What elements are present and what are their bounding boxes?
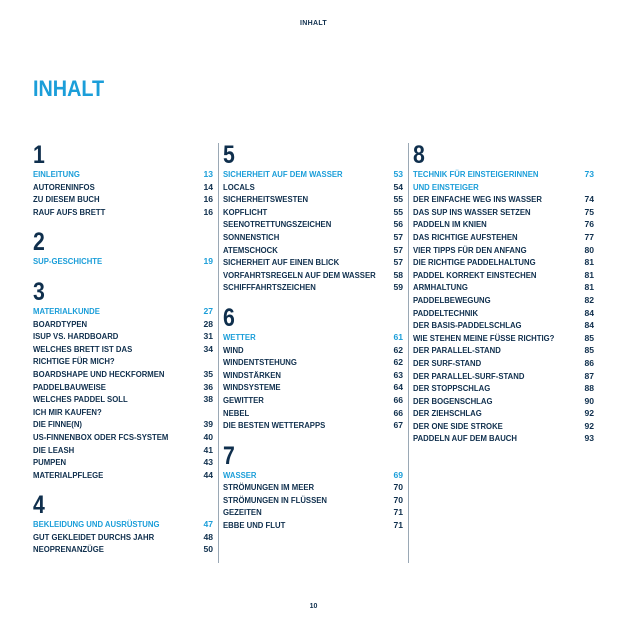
entry-title: WINDENTSTEHUNG xyxy=(223,357,297,368)
entry-title: DER BASIS-PADDELSCHLAG xyxy=(413,320,522,331)
toc-entry[interactable] xyxy=(223,494,403,507)
entry-page-number: 58 xyxy=(393,269,403,280)
entry-title: TECHNIK FÜR EINSTEIGERINNEN xyxy=(413,169,539,179)
toc-entry[interactable] xyxy=(33,343,213,356)
entry-title: BOARDSHAPE UND HECKFORMEN xyxy=(33,368,165,379)
entry-title: RICHTIGE FÜR MICH? xyxy=(33,356,115,367)
entry-title: WIE STEHEN MEINE FÜSSE RICHTIG? xyxy=(413,332,555,343)
toc-entry[interactable] xyxy=(413,319,594,332)
chapter-number: 3 xyxy=(33,277,45,306)
chapter-section xyxy=(223,303,403,432)
toc-entry[interactable] xyxy=(413,294,594,307)
entry-page-number: 82 xyxy=(584,294,594,305)
entry-title: ZU DIESEM BUCH xyxy=(33,194,100,205)
toc-entry[interactable] xyxy=(33,406,213,419)
chapter-entries xyxy=(223,331,403,432)
entry-title: WASSER xyxy=(223,469,257,480)
entry-title: LOCALS xyxy=(223,181,255,192)
chapter-title-entry[interactable] xyxy=(33,305,213,318)
chapter-section xyxy=(33,143,213,218)
entry-page-number: 40 xyxy=(203,431,213,442)
toc-entry[interactable] xyxy=(413,307,594,320)
entry-title: DAS RICHTIGE AUFSTEHEN xyxy=(413,231,518,242)
entry-title: PADDELN AUF DEM BAUCH xyxy=(413,433,517,444)
entry-page-number: 69 xyxy=(393,469,403,480)
entry-title: PADDELBEWEGUNG xyxy=(413,294,491,305)
entry-page-number: 50 xyxy=(203,544,213,555)
toc-entry[interactable] xyxy=(33,368,213,381)
entry-page-number: 64 xyxy=(393,382,403,393)
entry-title: UND EINSTEIGER xyxy=(413,181,479,192)
entry-page-number: 34 xyxy=(203,343,213,354)
toc-entry[interactable] xyxy=(33,444,213,457)
toc-entry[interactable] xyxy=(413,395,594,408)
chapter-number: 8 xyxy=(413,141,425,169)
entry-page-number: 73 xyxy=(584,169,594,179)
chapter-number: 4 xyxy=(33,491,45,520)
toc-entry[interactable] xyxy=(413,218,594,231)
entry-title: DER ONE SIDE STROKE xyxy=(413,420,503,431)
chapter-entries xyxy=(33,168,213,218)
chapter-entries xyxy=(33,518,213,556)
entry-title: STRÖMUNGEN IM MEER xyxy=(223,482,315,493)
chapter-entries xyxy=(413,168,594,445)
toc-entry[interactable] xyxy=(413,256,594,269)
entry-title: RAUF AUFS BRETT xyxy=(33,206,106,217)
chapter-title-entry[interactable] xyxy=(33,168,213,181)
toc-entry[interactable] xyxy=(223,506,403,519)
toc-entry[interactable] xyxy=(413,420,594,433)
entry-page-number: 55 xyxy=(393,194,403,205)
entry-title: NEOPRENANZÜGE xyxy=(33,544,104,555)
chapter-entries xyxy=(33,305,213,481)
entry-page-number: 48 xyxy=(203,531,213,542)
chapter-number: 6 xyxy=(223,303,235,332)
entry-title: BEKLEIDUNG UND AUSRÜSTUNG xyxy=(33,519,160,530)
entry-title: PADDELBAUWEISE xyxy=(33,381,106,392)
entry-page-number: 85 xyxy=(584,345,594,356)
toc-entry[interactable] xyxy=(413,206,594,219)
entry-page-number: 66 xyxy=(393,394,403,405)
entry-title: DIE RICHTIGE PADDELHALTUNG xyxy=(413,257,536,268)
entry-page-number: 92 xyxy=(584,408,594,419)
chapter-entries xyxy=(223,168,403,294)
entry-title: ATEMSCHOCK xyxy=(223,244,278,255)
entry-page-number: 92 xyxy=(584,420,594,431)
entry-title: VORFAHRTSREGELN AUF DEM WASSER xyxy=(223,269,376,280)
toc-entry[interactable] xyxy=(413,357,594,370)
entry-page-number: 70 xyxy=(393,494,403,505)
entry-title: NEBEL xyxy=(223,407,250,418)
entry-page-number: 93 xyxy=(584,433,594,444)
chapter-section xyxy=(223,441,403,532)
chapter-title-entry[interactable] xyxy=(223,469,403,482)
entry-page-number: 71 xyxy=(393,507,403,518)
entry-page-number: 81 xyxy=(584,257,594,268)
entry-page-number: 36 xyxy=(203,381,213,392)
entry-title: WINDSTÄRKEN xyxy=(223,369,282,380)
entry-page-number: 67 xyxy=(393,420,403,431)
toc-column-3 xyxy=(413,143,594,445)
entry-title: KOPFLICHT xyxy=(223,206,268,217)
toc-entry[interactable] xyxy=(33,193,213,206)
toc-entry[interactable] xyxy=(223,369,403,382)
entry-page-number: 28 xyxy=(203,318,213,329)
entry-title: SEENOTRETTUNGSZEICHEN xyxy=(223,219,332,230)
entry-title: DIE FINNE(N) xyxy=(33,419,82,430)
entry-title: BOARDTYPEN xyxy=(33,318,88,329)
toc-entry[interactable] xyxy=(33,393,213,406)
column-divider xyxy=(408,143,409,563)
toc-entry[interactable] xyxy=(223,381,403,394)
entry-title: DAS SUP INS WASSER SETZEN xyxy=(413,206,531,217)
entry-page-number: 57 xyxy=(393,257,403,268)
entry-title: SCHIFFFAHRTSZEICHEN xyxy=(223,282,316,293)
toc-entry[interactable] xyxy=(413,231,594,244)
entry-title: DIE LEASH xyxy=(33,444,75,455)
toc-entry[interactable] xyxy=(223,244,403,257)
entry-page-number: 38 xyxy=(203,394,213,405)
chapter-title-entry[interactable] xyxy=(413,181,594,194)
toc-entry[interactable] xyxy=(223,394,403,407)
chapter-title-entry[interactable] xyxy=(223,168,403,181)
chapter-number: 7 xyxy=(223,441,235,470)
toc-entry[interactable] xyxy=(413,269,594,282)
entry-page-number: 14 xyxy=(203,181,213,192)
entry-title: PADDELTECHNIK xyxy=(413,307,479,318)
entry-page-number: 71 xyxy=(393,520,403,531)
entry-title: GEZEITEN xyxy=(223,507,262,518)
entry-title: VIER TIPPS FÜR DEN ANFANG xyxy=(413,244,527,255)
chapter-number: 5 xyxy=(223,141,235,169)
entry-page-number: 54 xyxy=(393,181,403,192)
entry-page-number: 87 xyxy=(584,370,594,381)
chapter-title-entry[interactable] xyxy=(33,518,213,531)
entry-title: DER ZIEHSCHLAG xyxy=(413,408,482,419)
entry-title: WELCHES PADDEL SOLL xyxy=(33,394,128,405)
entry-page-number: 47 xyxy=(203,519,213,530)
toc-entry[interactable] xyxy=(223,519,403,532)
entry-page-number: 84 xyxy=(584,307,594,318)
entry-title: DER STOPPSCHLAG xyxy=(413,383,491,394)
toc-entry[interactable] xyxy=(33,318,213,331)
entry-page-number: 84 xyxy=(584,320,594,331)
entry-title: ARMHALTUNG xyxy=(413,282,468,293)
toc-entry[interactable] xyxy=(223,281,403,294)
toc-entry[interactable] xyxy=(413,281,594,294)
toc-entry[interactable] xyxy=(33,431,213,444)
entry-page-number: 57 xyxy=(393,231,403,242)
entry-page-number: 56 xyxy=(393,219,403,230)
entry-page-number: 80 xyxy=(584,244,594,255)
toc-entry[interactable] xyxy=(413,407,594,420)
entry-page-number: 13 xyxy=(203,169,213,179)
toc-entry[interactable] xyxy=(413,344,594,357)
toc-entry[interactable] xyxy=(223,481,403,494)
entry-title: DIE BESTEN WETTERAPPS xyxy=(223,420,326,431)
entry-page-number: 35 xyxy=(203,368,213,379)
chapter-title-entry[interactable] xyxy=(223,331,403,344)
entry-title: PUMPEN xyxy=(33,457,67,468)
toc-entry[interactable] xyxy=(413,382,594,395)
entry-page-number: 16 xyxy=(203,206,213,217)
entry-title: MATERIALKUNDE xyxy=(33,305,100,316)
entry-title: MATERIALPFLEGE xyxy=(33,469,104,480)
toc-entry[interactable] xyxy=(223,181,403,194)
column-divider xyxy=(218,143,219,563)
chapter-number: 1 xyxy=(33,141,45,169)
entry-title: WINDSYSTEME xyxy=(223,382,281,393)
entry-page-number: 81 xyxy=(584,282,594,293)
toc-column-1 xyxy=(33,143,213,556)
toc-entry[interactable] xyxy=(33,355,213,368)
toc-entry[interactable] xyxy=(413,432,594,445)
toc-entry[interactable] xyxy=(223,407,403,420)
toc-entry[interactable] xyxy=(33,181,213,194)
toc-entry[interactable] xyxy=(33,531,213,544)
page-title: INHALT xyxy=(33,76,105,101)
entry-title: US-FINNENBOX ODER FCS-SYSTEM xyxy=(33,431,169,442)
toc-entry[interactable] xyxy=(33,469,213,482)
toc-entry[interactable] xyxy=(223,206,403,219)
entry-page-number: 61 xyxy=(393,331,403,342)
entry-page-number: 74 xyxy=(584,194,594,205)
entry-page-number: 85 xyxy=(584,332,594,343)
toc-entry[interactable] xyxy=(413,244,594,257)
entry-page-number: 77 xyxy=(584,231,594,242)
entry-page-number: 31 xyxy=(203,331,213,342)
entry-title: DER PARALLEL-STAND xyxy=(413,345,501,356)
toc-entry[interactable] xyxy=(223,269,403,282)
chapter-number: 2 xyxy=(33,228,45,257)
entry-title: PADDELN IM KNIEN xyxy=(413,219,487,230)
chapter-section xyxy=(413,143,594,445)
entry-title: EBBE UND FLUT xyxy=(223,520,286,531)
entry-page-number: 88 xyxy=(584,383,594,394)
toc-entry[interactable] xyxy=(223,231,403,244)
toc-entry[interactable] xyxy=(33,456,213,469)
entry-page-number: 39 xyxy=(203,419,213,430)
entry-title: SUP-GESCHICHTE xyxy=(33,256,103,267)
entry-title: ISUP VS. HARDBOARD xyxy=(33,331,119,342)
entry-page-number: 55 xyxy=(393,206,403,217)
toc-entry[interactable] xyxy=(413,332,594,345)
toc-entry[interactable] xyxy=(33,330,213,343)
entry-page-number: 43 xyxy=(203,457,213,468)
entry-page-number: 41 xyxy=(203,444,213,455)
entry-page-number: 90 xyxy=(584,395,594,406)
toc-entry[interactable] xyxy=(33,543,213,556)
entry-page-number: 53 xyxy=(393,169,403,179)
entry-page-number: 66 xyxy=(393,407,403,418)
entry-page-number: 19 xyxy=(203,256,213,267)
entry-page-number: 16 xyxy=(203,194,213,205)
entry-title: PADDEL KORREKT EINSTECHEN xyxy=(413,269,537,280)
toc-entry[interactable] xyxy=(223,256,403,269)
entry-page-number: 27 xyxy=(203,305,213,316)
entry-page-number: 63 xyxy=(393,369,403,380)
toc-entry[interactable] xyxy=(223,419,403,432)
toc-entry[interactable] xyxy=(33,206,213,219)
entry-title: WIND xyxy=(223,344,244,355)
entry-title: SICHERHEIT AUF DEM WASSER xyxy=(223,169,343,179)
chapter-section xyxy=(33,277,213,481)
entry-title: SICHERHEIT AUF EINEN BLICK xyxy=(223,257,340,268)
entry-title: SONNENSTICH xyxy=(223,231,280,242)
entry-title: GEWITTER xyxy=(223,394,264,405)
chapter-entries xyxy=(223,469,403,532)
entry-page-number: 62 xyxy=(393,357,403,368)
entry-page-number: 57 xyxy=(393,244,403,255)
entry-title: EINLEITUNG xyxy=(33,169,80,179)
entry-title: STRÖMUNGEN IN FLÜSSEN xyxy=(223,494,327,505)
toc-entry[interactable] xyxy=(33,381,213,394)
entry-title: DER EINFACHE WEG INS WASSER xyxy=(413,194,542,205)
chapter-title-entry[interactable] xyxy=(413,168,594,181)
entry-title: GUT GEKLEIDET DURCHS JAHR xyxy=(33,531,155,542)
entry-title: DER BOGENSCHLAG xyxy=(413,395,493,406)
toc-entry[interactable] xyxy=(223,193,403,206)
chapter-entries xyxy=(33,255,213,268)
entry-page-number: 44 xyxy=(203,469,213,480)
entry-title: DER SURF-STAND xyxy=(413,357,482,368)
entry-title: WETTER xyxy=(223,331,256,342)
entry-page-number: 76 xyxy=(584,219,594,230)
entry-title: WELCHES BRETT IST DAS xyxy=(33,343,133,354)
toc-entry[interactable] xyxy=(33,418,213,431)
toc-column-2 xyxy=(223,143,403,532)
entry-page-number: 62 xyxy=(393,344,403,355)
toc-entry[interactable] xyxy=(223,218,403,231)
entry-title: ICH MIR KAUFEN? xyxy=(33,406,102,417)
chapter-section xyxy=(223,143,403,294)
entry-page-number: 86 xyxy=(584,357,594,368)
entry-page-number: 75 xyxy=(584,206,594,217)
page-number: 10 xyxy=(309,603,318,610)
toc-entry[interactable] xyxy=(413,193,594,206)
toc-entry[interactable] xyxy=(223,356,403,369)
toc-entry[interactable] xyxy=(223,344,403,357)
entry-title: SICHERHEITSWESTEN xyxy=(223,194,309,205)
chapter-title-entry[interactable] xyxy=(33,255,213,268)
chapter-section xyxy=(33,493,213,556)
entry-title: AUTORENINFOS xyxy=(33,181,95,192)
toc-entry[interactable] xyxy=(413,370,594,383)
chapter-section xyxy=(33,230,213,268)
entry-page-number: 59 xyxy=(393,282,403,293)
entry-page-number: 81 xyxy=(584,269,594,280)
entry-title: DER PARALLEL-SURF-STAND xyxy=(413,370,525,381)
running-head: INHALT xyxy=(300,20,327,27)
entry-page-number: 70 xyxy=(393,482,403,493)
